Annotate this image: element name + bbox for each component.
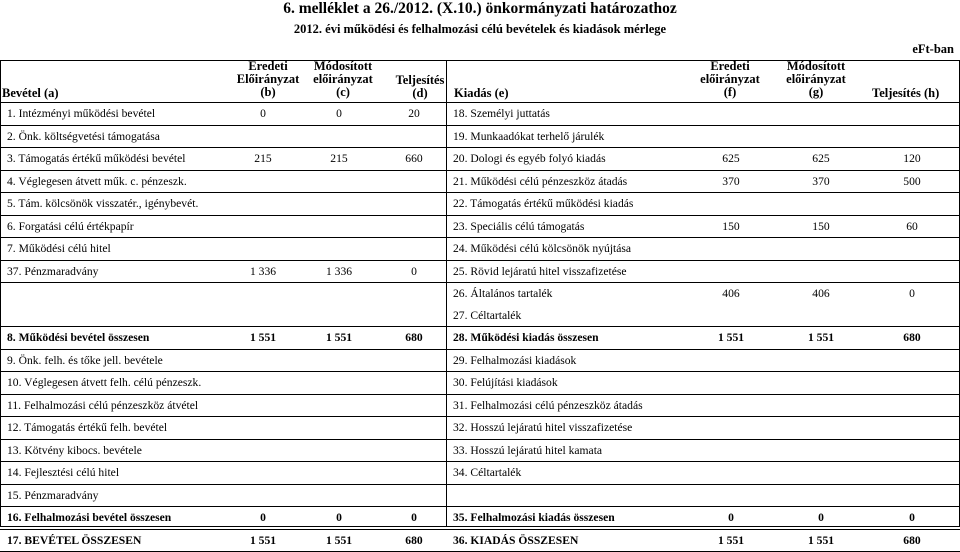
bevetel-value-cell — [230, 439, 296, 462]
kiadas-value-cell: 120 — [864, 148, 960, 171]
bevetel-value-cell — [382, 238, 446, 261]
kiadas-value-cell: 406 — [812, 287, 830, 301]
bevetel-label-cell: 13. Kötvény kibocs. bevétele — [0, 439, 230, 462]
kiadas-value-cell — [778, 372, 864, 395]
table-row — [0, 372, 960, 395]
kiadas-value-cell — [778, 260, 864, 283]
bevetel-value-cell — [296, 215, 382, 238]
bevetel-value-cell — [296, 283, 382, 305]
bevetel-value-cell — [382, 193, 446, 216]
bevetel-value-cell — [230, 484, 296, 507]
bevetel-value-cell: 20 — [382, 103, 446, 126]
bevetel-label-cell: 6. Forgatási célú értékpapír — [0, 215, 230, 238]
kiadas-value-cell: 1 551 — [778, 529, 864, 552]
bevetel-value-cell — [230, 170, 296, 193]
kiadas-value-cell — [684, 125, 778, 148]
kiadas-value-cell — [778, 439, 864, 462]
bevetel-value-cell: 1 551 — [230, 529, 296, 552]
bevetel-value-cell: 0 — [382, 260, 446, 283]
kiadas-label-cell: 30. Felújítási kiadások — [446, 372, 684, 395]
kiadas-label-cell: 28. Működési kiadás összesen — [446, 327, 684, 350]
kiadas-value-cell — [684, 260, 778, 283]
kiadas-value-cell: 625 — [684, 148, 778, 171]
bevetel-label-cell: 7. Működési célú hitel — [0, 238, 230, 261]
kiadas-value-cell — [778, 103, 864, 126]
bevetel-label-cell: 3. Támogatás értékű működési bevétel — [0, 148, 230, 171]
bevetel-value-cell — [296, 462, 382, 485]
bevetel-value-cell: 1 336 — [296, 260, 382, 283]
kiadas-value-cell — [864, 305, 960, 327]
bevetel-value-cell — [230, 417, 296, 440]
kiadas-label-cell: 24. Működési célú kölcsönök nyújtása — [446, 238, 684, 261]
kiadas-value-cell — [778, 305, 864, 327]
header-bevetel: Bevétel (a) — [2, 86, 59, 100]
kiadas-value-cell — [864, 439, 960, 462]
kiadas-value-cell: 406 — [722, 287, 740, 301]
bevetel-value-cell: 1 551 — [296, 327, 382, 350]
bevetel-value-cell — [382, 417, 446, 440]
kiadas-value-cell — [864, 462, 960, 485]
kiadas-value-cell — [864, 484, 960, 507]
kiadas-value-cell — [864, 372, 960, 395]
table-row — [0, 349, 960, 372]
kiadas-value-cell — [778, 349, 864, 372]
bevetel-label-cell: 8. Működési bevétel összesen — [0, 327, 230, 350]
kiadas-value-cell — [864, 103, 960, 126]
bevetel-value-cell: 680 — [382, 529, 446, 552]
kiadas-label-cell: 34. Céltartalék — [446, 462, 684, 485]
kiadas-value-cell: 0 — [684, 507, 778, 530]
kiadas-value-cell — [684, 349, 778, 372]
table-row — [0, 462, 960, 485]
bevetel-value-cell: 0 — [382, 507, 446, 530]
bevetel-value-cell — [296, 193, 382, 216]
bevetel-label-cell: 1. Intézményi működési bevétel — [0, 103, 230, 126]
bevetel-value-cell — [382, 170, 446, 193]
bevetel-value-cell — [230, 125, 296, 148]
table-row — [0, 394, 960, 417]
bevetel-label-cell: 9. Önk. felh. és tőke jell. bevétele — [0, 349, 230, 372]
bevetel-label-cell: 16. Felhalmozási bevétel összesen — [0, 507, 230, 530]
kiadas-label-cell: 26. Általános tartalék — [453, 287, 553, 301]
bevetel-value-cell — [382, 349, 446, 372]
kiadas-value-cell: 680 — [864, 529, 960, 552]
kiadas-value-cell: 0 — [864, 507, 960, 530]
kiadas-label-cell: 21. Működési célú pénzeszköz átadás — [446, 170, 684, 193]
bevetel-label-cell: 37. Pénzmaradvány — [0, 260, 230, 283]
bevetel-value-cell: 680 — [382, 327, 446, 350]
kiadas-label-cell: 18. Személyi juttatás — [446, 103, 684, 126]
kiadas-label-cell: 36. KIADÁS ÖSSZESEN — [446, 529, 684, 552]
header-kiadas: Kiadás (e) — [454, 86, 509, 100]
table-row — [0, 148, 960, 171]
header-modositott-g: Módosított előirányzat (g) — [786, 59, 846, 99]
bevetel-value-cell: 660 — [382, 148, 446, 171]
kiadas-label-cell: 20. Dologi és egyéb folyó kiadás — [446, 148, 684, 171]
bevetel-value-cell — [296, 439, 382, 462]
table-row — [0, 327, 960, 350]
bevetel-value-cell: 1 551 — [230, 327, 296, 350]
bevetel-value-cell — [296, 349, 382, 372]
bevetel-value-cell: 1 336 — [230, 260, 296, 283]
kiadas-label-cell: 35. Felhalmozási kiadás összesen — [446, 507, 684, 530]
kiadas-value-cell — [778, 125, 864, 148]
bevetel-value-cell — [230, 349, 296, 372]
header-eredeti-b: Eredeti Előirányzat (b) — [236, 59, 300, 99]
kiadas-value-cell — [778, 462, 864, 485]
bevetel-value-cell — [296, 238, 382, 261]
bevetel-label-cell: 12. Támogatás értékű felh. bevétel — [0, 417, 230, 440]
header-teljesites-h: Teljesítés (h) — [872, 86, 940, 100]
bevetel-label-cell — [0, 283, 230, 305]
bevetel-label-cell: 5. Tám. kölcsönök visszatér., igénybevét. — [0, 193, 230, 216]
kiadas-value-cell — [684, 238, 778, 261]
bevetel-value-cell — [230, 238, 296, 261]
table-row — [0, 439, 960, 462]
kiadas-value-cell — [778, 417, 864, 440]
kiadas-label-cell: 29. Felhalmozási kiadások — [446, 349, 684, 372]
kiadas-label-cell: 32. Hosszú lejáratú hitel visszafizetése — [446, 417, 684, 440]
kiadas-value-cell — [864, 260, 960, 283]
bevetel-value-cell — [382, 394, 446, 417]
bevetel-label-cell: 17. BEVÉTEL ÖSSZESEN — [0, 529, 230, 552]
kiadas-label-cell: 27. Céltartalék — [446, 305, 684, 327]
kiadas-value-cell: 1 551 — [778, 327, 864, 350]
kiadas-label-cell: 25. Rövid lejáratú hitel visszafizetése — [446, 260, 684, 283]
kiadas-value-cell — [684, 417, 778, 440]
kiadas-value-cell — [778, 238, 864, 261]
bevetel-value-cell — [296, 305, 382, 327]
kiadas-label-cell: 33. Hosszú lejáratú hitel kamata — [446, 439, 684, 462]
bevetel-value-cell: 0 — [296, 103, 382, 126]
bevetel-value-cell — [382, 125, 446, 148]
kiadas-value-cell: 625 — [778, 148, 864, 171]
kiadas-value-cell — [684, 372, 778, 395]
bevetel-value-cell — [382, 305, 446, 327]
bevetel-value-cell — [230, 462, 296, 485]
table-row — [0, 305, 960, 327]
page-title: 6. melléklet a 26./2012. (X.10.) önkormányzati határozathoz — [283, 0, 677, 17]
bevetel-value-cell — [382, 215, 446, 238]
bevetel-value-cell — [230, 372, 296, 395]
header-eredeti-f: Eredeti előirányzat (f) — [700, 59, 760, 99]
page-subtitle: 2012. évi működési és felhalmozási célú bevételek és kiadások mérlege — [293, 22, 667, 36]
kiadas-label-cell: 22. Támogatás értékű működési kiadás — [446, 193, 684, 216]
table-row — [0, 103, 960, 126]
kiadas-value-cell — [684, 394, 778, 417]
bevetel-value-cell — [296, 417, 382, 440]
bevetel-label-cell: 14. Fejlesztési célú hitel — [0, 462, 230, 485]
bevetel-value-cell — [296, 484, 382, 507]
kiadas-value-cell: 150 — [684, 215, 778, 238]
kiadas-value-cell: 1 551 — [684, 327, 778, 350]
bevetel-label-cell — [0, 305, 230, 327]
bevetel-label-cell: 2. Önk. költségvetési támogatása — [0, 125, 230, 148]
bevetel-label-cell: 4. Véglegesen átvett műk. c. pénzeszk. — [0, 170, 230, 193]
bevetel-value-cell — [296, 170, 382, 193]
kiadas-label-cell: 31. Felhalmozási célú pénzeszköz átadás — [446, 394, 684, 417]
kiadas-value-cell: 0 — [909, 287, 915, 301]
kiadas-value-cell — [684, 462, 778, 485]
bevetel-label-cell: 11. Felhalmozási célú pénzeszköz átvétel — [0, 394, 230, 417]
kiadas-label-cell — [446, 484, 684, 507]
column-divider — [446, 60, 447, 526]
unit-label: eFt-ban — [912, 42, 954, 56]
kiadas-value-cell — [684, 439, 778, 462]
kiadas-value-cell — [864, 125, 960, 148]
kiadas-value-cell — [864, 193, 960, 216]
bevetel-label-cell: 15. Pénzmaradvány — [0, 484, 230, 507]
table-row — [0, 170, 960, 193]
table-row — [0, 529, 960, 552]
table-row — [0, 125, 960, 148]
table-row — [0, 260, 960, 283]
bevetel-value-cell: 215 — [296, 148, 382, 171]
kiadas-value-cell: 150 — [778, 215, 864, 238]
balance-table — [0, 102, 960, 552]
kiadas-label-cell: 23. Speciális célú támogatás — [446, 215, 684, 238]
kiadas-value-cell: 370 — [778, 170, 864, 193]
kiadas-value-cell: 500 — [864, 170, 960, 193]
kiadas-value-cell: 680 — [864, 327, 960, 350]
kiadas-value-cell — [778, 484, 864, 507]
kiadas-value-cell — [864, 394, 960, 417]
bevetel-value-cell — [382, 484, 446, 507]
table-row — [0, 215, 960, 238]
kiadas-value-cell — [684, 103, 778, 126]
bevetel-value-cell — [230, 394, 296, 417]
kiadas-value-cell — [778, 193, 864, 216]
bevetel-value-cell — [296, 372, 382, 395]
table-row — [0, 193, 960, 216]
bevetel-value-cell — [296, 125, 382, 148]
header-teljesites-d: Teljesítés (d) — [395, 73, 445, 100]
kiadas-value-cell — [778, 394, 864, 417]
kiadas-value-cell — [684, 484, 778, 507]
kiadas-value-cell: 1 551 — [684, 529, 778, 552]
table-row — [0, 283, 960, 305]
kiadas-value-cell: 0 — [778, 507, 864, 530]
bevetel-value-cell — [296, 394, 382, 417]
kiadas-value-cell — [864, 417, 960, 440]
bevetel-value-cell — [230, 283, 296, 305]
bevetel-value-cell — [382, 283, 446, 305]
bevetel-value-cell: 0 — [230, 507, 296, 530]
bevetel-value-cell — [382, 372, 446, 395]
bevetel-value-cell — [230, 215, 296, 238]
bevetel-value-cell — [230, 193, 296, 216]
kiadas-value-cell — [684, 193, 778, 216]
kiadas-label-cell: 19. Munkaadókat terhelő járulék — [446, 125, 684, 148]
bevetel-value-cell: 1 551 — [296, 529, 382, 552]
kiadas-value-cell: 370 — [684, 170, 778, 193]
header-modositott-c: Módosított előirányzat (c) — [313, 59, 373, 99]
bevetel-value-cell: 0 — [230, 103, 296, 126]
table-row — [0, 238, 960, 261]
table-row — [0, 484, 960, 507]
bevetel-value-cell — [382, 439, 446, 462]
kiadas-value-cell — [864, 349, 960, 372]
bevetel-value-cell: 0 — [296, 507, 382, 530]
kiadas-value-cell: 60 — [864, 215, 960, 238]
kiadas-value-cell — [864, 238, 960, 261]
bevetel-value-cell — [230, 305, 296, 327]
bevetel-value-cell — [382, 462, 446, 485]
bevetel-label-cell: 10. Véglegesen átvett felh. célú pénzeszk. — [0, 372, 230, 395]
bevetel-value-cell: 215 — [230, 148, 296, 171]
kiadas-value-cell — [684, 305, 778, 327]
table-row — [0, 417, 960, 440]
